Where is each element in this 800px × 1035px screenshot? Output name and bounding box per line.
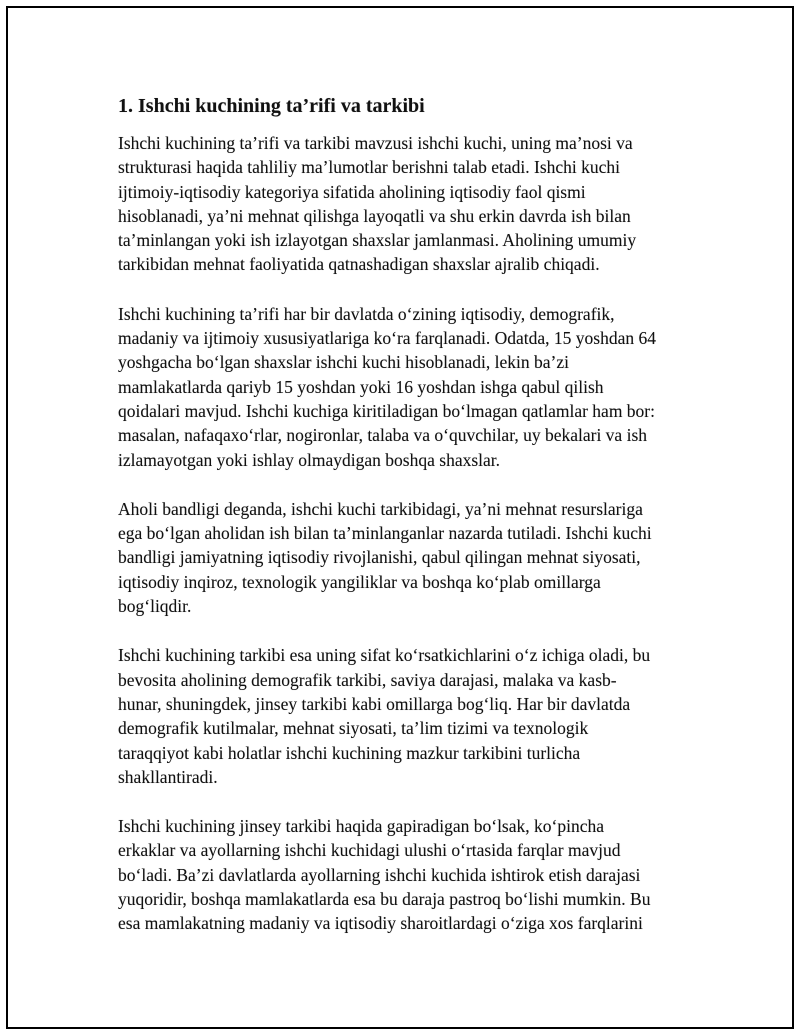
text-line: erkaklar va ayollarning ishchi kuchidagi ulushi o‘rtasida farqlar mavjud (118, 840, 621, 861)
text-line: shakllantiradi. (118, 766, 218, 787)
text-line: mamlakatlarda qariyb 15 yoshdan yoki 16 yoshdan ishga qabul qilish (118, 376, 604, 397)
text-line: strukturasi haqida tahliliy ma’lumotlar berishni talab etadi. Ishchi kuchi (118, 157, 621, 178)
paragraph-1 (118, 131, 688, 277)
text-line: Aholi bandligi deganda, ishchi kuchi tarkibidagi, ya’ni mehnat resurslariga (118, 498, 643, 519)
text-line: Ishchi kuchining jinsey tarkibi haqida gapiradigan bo‘lsak, ko‘pincha (118, 816, 604, 837)
text-line: taraqqiyot kabi holatlar ishchi kuchining mazkur tarkibini turlicha (118, 742, 581, 763)
text-line: bog‘liqdir. (118, 596, 192, 617)
text-line: masalan, nafaqaxo‘rlar, nogironlar, talaba va o‘quvchilar, uy bekalari va ish (118, 425, 647, 446)
text-line: bevosita aholining demografik tarkibi, saviya darajasi, malaka va kasb- (118, 669, 617, 690)
text-line: ijtimoiy-iqtisodiy kategoriya sifatida aholining iqtisodiy faol qismi (118, 181, 586, 202)
text-line: bo‘ladi. Ba’zi davlatlarda ayollarning ishchi kuchida ishtirok etish darajasi (118, 864, 641, 885)
text-line: Ishchi kuchining ta’rifi har bir davlatda o‘zining iqtisodiy, demografik, (118, 303, 615, 324)
document-body (118, 92, 688, 961)
text-line: esa mamlakatning madaniy va iqtisodiy sharoitlardagi o‘ziga xos farqlarini (118, 913, 643, 934)
text-line: yoshgacha bo‘lgan shaxslar ishchi kuchi hisoblanadi, lekin ba’zi (118, 352, 569, 373)
text-line: qoidalari mavjud. Ishchi kuchiga kiritiladigan bo‘lmagan qatlamlar ham bor: (118, 400, 655, 421)
text-line: ega bo‘lgan aholidan ish bilan ta’minlanganlar nazarda tutiladi. Ishchi kuchi (118, 523, 652, 544)
text-line: yuqoridir, boshqa mamlakatlarda esa bu daraja pastroq bo‘lishi mumkin. Bu (118, 889, 651, 910)
text-line: hunar, shuningdek, jinsey tarkibi kabi omillarga bog‘liq. Har bir davlatda (118, 693, 631, 714)
text-line: madaniy va ijtimoiy xususiyatlariga ko‘ra farqlanadi. Odatda, 15 yoshdan 64 (118, 328, 656, 349)
text-line: Ishchi kuchining tarkibi esa uning sifat ko‘rsatkichlarini o‘z ichiga oladi, bu (118, 645, 651, 666)
paragraph-5 (118, 814, 688, 935)
text-line: hisoblanadi, ya’ni mehnat qilishga layoqatli va shu erkin davrda ish bilan (118, 205, 631, 226)
paragraph-2 (118, 302, 688, 472)
text-line: izlamayotgan yoki ishlay olmaydigan boshqa shaxslar. (118, 449, 501, 470)
text-line: tarkibidan mehnat faoliyatida qatnashadigan shaxslar ajralib chiqadi. (118, 254, 600, 275)
paragraph-3 (118, 497, 688, 618)
text-line: Ishchi kuchining ta’rifi va tarkibi mavzusi ishchi kuchi, uning ma’nosi va (118, 133, 633, 153)
text-line: demografik kutilmalar, mehnat siyosati, ta’lim tizimi va texnologik (118, 718, 589, 739)
text-line: iqtisodiy inqiroz, texnologik yangiliklar va boshqa ko‘plab omillarga (118, 571, 601, 592)
section-heading: 1. Ishchi kuchining ta’rifi va tarkibi (118, 95, 425, 117)
paragraph-4 (118, 643, 688, 789)
text-line: bandligi jamiyatning iqtisodiy rivojlanishi, qabul qilingan mehnat siyosati, (118, 547, 641, 568)
text-line: ta’minlangan yoki ish izlayotgan shaxslar jamlanmasi. Aholining umumiy (118, 230, 637, 251)
